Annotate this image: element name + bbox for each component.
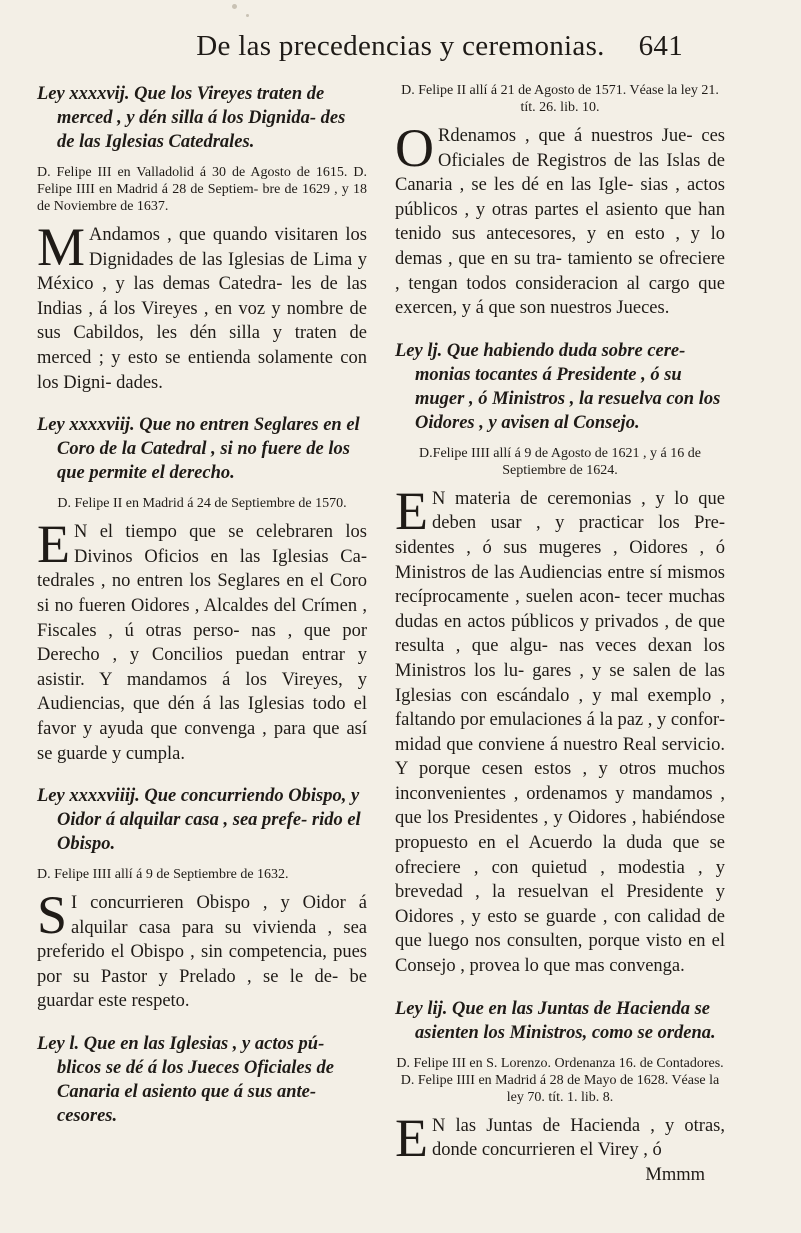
ink-speck <box>246 14 249 17</box>
catchword: Mmmm <box>645 1164 705 1185</box>
law-title: Ley xxxxvij. Que los Vireyes traten de merced , y dén silla á los Dignida- des de las Iglesias Catedrales. <box>37 84 346 152</box>
law-title: Ley xxxxviij. Que no entren Seglares en el Coro de la Catedral , si no fuere de los que permite el derecho. <box>37 415 360 484</box>
law-text: N el tiempo que se celebraren los Divinos Oficios en las Iglesias Ca- tedrales , no entren los Seglares en el Coro si no fueren Oidores , Alcaldes del Crímen , Fiscales , ú otras perso- nas , que por Derecho , y Concilios puedan entrar y asistir. Y mandamos á los Vireyes, y Audiencias, que dén á las Iglesias todo el favor y ayuda que convenga , para que así se guarde y cumpla. <box>37 522 367 764</box>
page-number: 641 <box>638 30 683 62</box>
law-text: I concurrieren Obispo , y Oidor á alquilar casa para su vivienda , sea preferido el Obispo , sin competencia, pues por su Pastor y Prelado , se le de- be guardar este respeto. <box>37 893 367 1012</box>
law-citation: D. Felipe III en S. Lorenzo. Ordenanza 16. de Contadores. D. Felipe IIII en Madrid á 28 de Mayo de 1628. Véase la ley 70. tít. 1. lib. 8. <box>396 1055 724 1105</box>
drop-cap: E <box>37 514 70 575</box>
drop-cap: S <box>37 885 68 946</box>
drop-cap: O <box>395 118 434 178</box>
law-title: Ley lj. Que habiendo duda sobre cere- monias tocantes á Presidente , ó su muger , ó Ministros , la resuelva con los Oidores , y avisen al Consejo. <box>395 340 721 433</box>
law-body <box>395 1107 725 1168</box>
page-header <box>0 30 801 63</box>
law-citation: D. Felipe III en Valladolid á 30 de Agosto de 1615. D. Felipe IIII en Madrid á 28 de Septiem- bre de 1629 , y 18 de Noviembre de 1637. <box>37 165 367 214</box>
drop-cap: M <box>37 217 86 277</box>
law-body <box>395 118 725 321</box>
law-body <box>37 885 367 1014</box>
running-title: De las precedencias y ceremonias. <box>196 30 605 62</box>
law-title: Ley lij. Que en las Juntas de Hacienda se asienten los Ministros, como se ordena. <box>395 998 716 1043</box>
law-text: N materia de ceremonias , y lo que deben usar , y practicar los Pre- sidentes , ó sus mugeres , Oidores , ó Ministros de las Audiencias entre sí mismos recíprocamente , suelen acon- tecer muchas dudas en actos públicos y privados , de que resulta , que algu- nas veces dexan los Ministros los lu- gares , y se salen de las Iglesias con escándalo , y mal exemplo , faltando por emulaciones á la paz , y confor- midad que conviene á nuestro Real servicio. Y porque cesen estos , y otros muchos inconvenientes , ordenamos y mandamos , que los Presidentes , y Oidores , habiéndose propuesto en el Acuerdo la duda que se ofreciere , con quietud , modestia , y brevedad , la resuelvan el Presidente y Oidores , y esto se guarde , con calidad de que luego nos consulten, porque visto en el Consejo , provea lo que mas convenga. <box>395 488 725 977</box>
law-text: N las Juntas de Hacienda , y otras, donde concurrieren el Virey , ó <box>432 1115 725 1161</box>
law-title: Ley xxxxviiij. Que concurriendo Obispo, y Oidor á alquilar casa , sea prefe- rido el Obispo. <box>37 786 361 855</box>
law-text: Andamos , que quando visitaren los Dignidades de las Iglesias de Lima y México , y las demas Catedra- les de las Indias , á los Vireyes , en voz y nombre de sus Cabildos, les dén silla y traten de merced ; y esto se entienda solamente con los Digni- dades. <box>37 225 367 393</box>
law-citation: D. Felipe II allí á 21 de Agosto de 1571. Véase la ley 21. tít. 26. lib. 10. <box>401 83 719 115</box>
drop-cap: E <box>395 480 428 541</box>
law-body <box>37 514 367 766</box>
ink-speck <box>232 4 237 9</box>
law-title: Ley l. Que en las Iglesias , y actos pú- blicos se dé á los Jueces Oficiales de Canaria el asiento que á sus ante- cesores. <box>37 1034 334 1127</box>
drop-cap: E <box>395 1107 428 1168</box>
law-body <box>395 480 725 979</box>
left-column <box>37 82 367 1138</box>
law-body <box>37 217 367 395</box>
right-column <box>395 82 725 1187</box>
law-citation: D.Felipe IIII allí á 9 de Agosto de 1621 , y á 16 de Septiembre de 1624. <box>419 445 701 478</box>
law-citation: D. Felipe II en Madrid á 24 de Septiembre de 1570. <box>57 496 347 512</box>
law-text: Rdenamos , que á nuestros Jue- ces Oficiales de Registros de las Islas de Canaria , se les dé en las Igle- sias , actos públicos , y otras partes el asiento que han tenido sus antecesores, y en esto , y lo demas , que en su tra- tamiento se ofreciere , tengan todos consideracion al cargo que exercen, y á que son nuestros Jueces. <box>395 126 725 319</box>
law-citation: D. Felipe IIII allí á 9 de Septiembre de 1632. <box>37 867 289 883</box>
